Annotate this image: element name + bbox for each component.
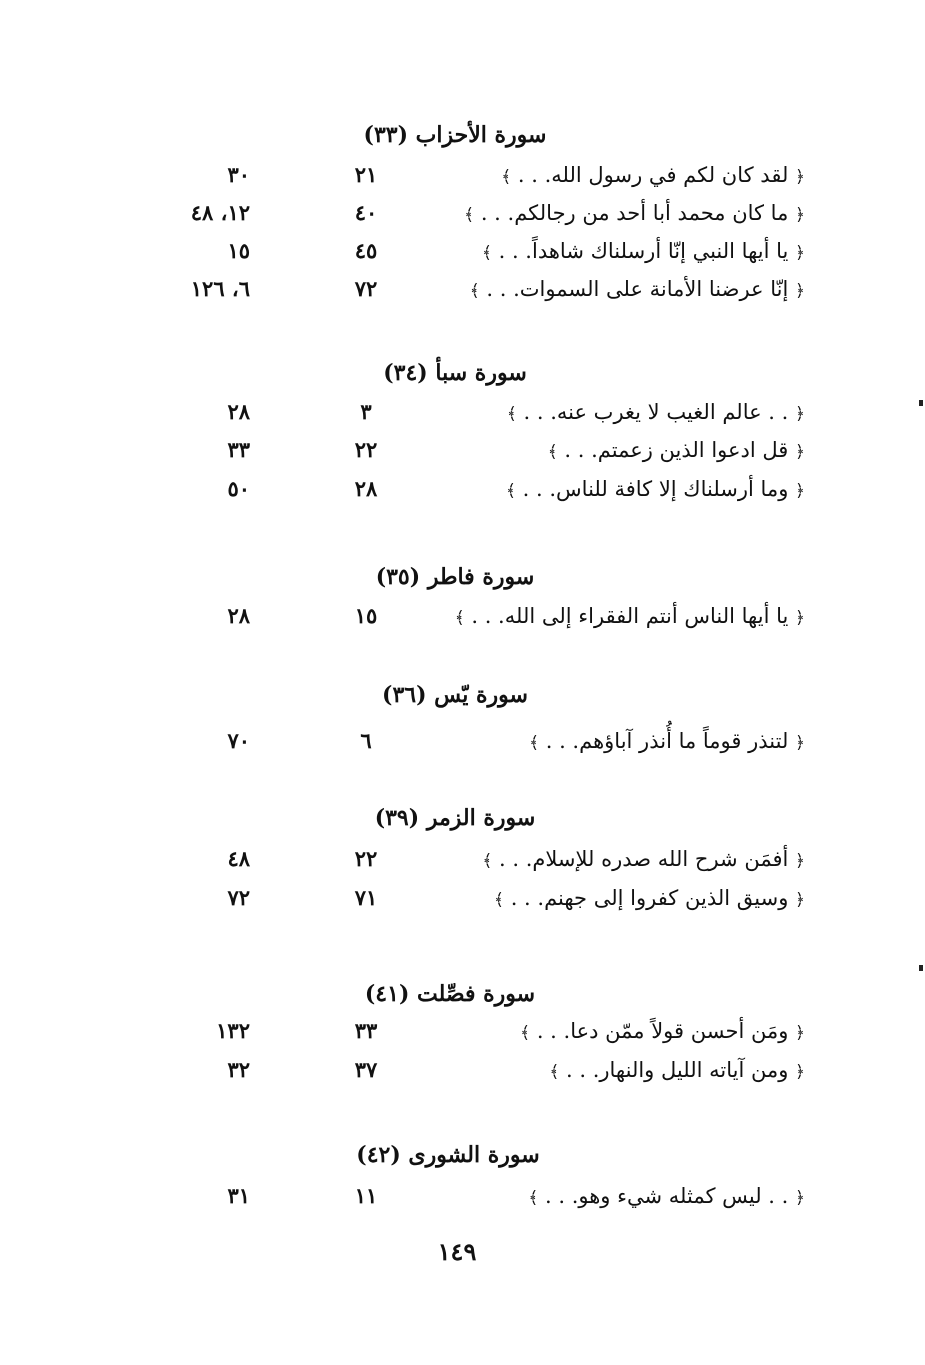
- verse-excerpt: وما أرسلناك إلا كافة للناس. . .: [522, 477, 789, 501]
- verse-excerpt: . . عالم الغيب لا يغرب عنه. . .: [523, 400, 789, 424]
- index-row: [0, 232, 925, 270]
- verse-text: [520, 1012, 805, 1052]
- ayah-number: ٢١: [354, 162, 378, 187]
- ayah-number: ٣٣: [354, 1018, 378, 1043]
- index-row: [0, 722, 925, 760]
- close-bracket: ﴾: [501, 167, 512, 187]
- close-bracket: ﴾: [469, 281, 480, 301]
- close-bracket: ﴾: [454, 608, 465, 628]
- index-row: [0, 194, 925, 232]
- verse-text: [501, 156, 805, 196]
- margin-mark: [919, 965, 923, 971]
- surah-title: سورة فاطر (٣٥): [375, 564, 535, 590]
- verse-excerpt: ما كان محمد أبا أحد من رجالكم. . .: [480, 201, 789, 225]
- ayah-number: ٣٧: [354, 1057, 378, 1082]
- verse-text: [482, 840, 805, 880]
- open-bracket: ﴿: [795, 1188, 805, 1208]
- page-reference: ٧٢: [227, 885, 250, 910]
- verse-excerpt: يا أيها الناس أنتم الفقراء إلى الله. . .: [471, 604, 789, 628]
- page-reference: ٦، ١٢٦: [190, 276, 250, 301]
- page-reference: ٧٠: [227, 728, 250, 753]
- close-bracket: ﴾: [549, 1062, 560, 1082]
- open-bracket: ﴿: [795, 167, 805, 187]
- open-bracket: ﴿: [795, 733, 805, 753]
- verse-text: [507, 393, 805, 433]
- ayah-number: ٣: [360, 399, 372, 424]
- verse-excerpt: قل ادعوا الذين زعمتم. . .: [564, 438, 789, 462]
- open-bracket: ﴿: [795, 890, 805, 910]
- index-row: [0, 156, 925, 194]
- open-bracket: ﴿: [795, 243, 805, 263]
- index-row: [0, 270, 925, 308]
- close-bracket: ﴾: [528, 1188, 539, 1208]
- page-reference: ٥٠: [227, 476, 250, 501]
- verse-text: [549, 1051, 805, 1091]
- verse-excerpt: وسيق الذين كفروا إلى جهنم. . .: [510, 886, 789, 910]
- index-row: [0, 879, 925, 917]
- verse-excerpt: أفمَن شرح الله صدره للإسلام. . .: [499, 847, 789, 871]
- index-row: [0, 393, 925, 431]
- verse-excerpt: . . ليس كمثله شيء وهو. . .: [545, 1184, 789, 1208]
- page-reference: ٣٢: [227, 1057, 250, 1082]
- page-reference: ٤٨: [227, 846, 250, 871]
- verse-text: [548, 431, 805, 471]
- open-bracket: ﴿: [795, 1062, 805, 1082]
- surah-title: سورة يّس (٣٦): [382, 682, 528, 708]
- verse-text: [529, 722, 805, 762]
- verse-excerpt: يا أيها النبي إنّا أرسلناك شاهداً. . .: [498, 239, 789, 263]
- surah-title: سورة سبأ (٣٤): [383, 360, 527, 386]
- close-bracket: ﴾: [481, 243, 492, 263]
- close-bracket: ﴾: [506, 481, 516, 501]
- page-reference: ١٥: [227, 238, 250, 263]
- page-number: ١٤٩: [437, 1237, 477, 1266]
- open-bracket: ﴿: [795, 442, 805, 462]
- index-row: [0, 470, 925, 508]
- open-bracket: ﴿: [795, 281, 805, 301]
- surah-title: سورة الزمر (٣٩): [374, 805, 536, 831]
- open-bracket: ﴿: [795, 1023, 805, 1043]
- index-row: [0, 1051, 925, 1089]
- ayah-number: ٦: [360, 728, 372, 753]
- close-bracket: ﴾: [482, 851, 493, 871]
- verse-excerpt: ومن آياته الليل والنهار. . .: [566, 1058, 789, 1082]
- ayah-number: ٧١: [354, 885, 378, 910]
- page-reference: ٣٣: [227, 437, 250, 462]
- close-bracket: ﴾: [464, 205, 475, 225]
- ayah-number: ٢٢: [354, 846, 378, 871]
- verse-text: [455, 597, 805, 637]
- verse-text: [464, 194, 805, 234]
- index-row: [0, 840, 925, 878]
- ayah-number: ٢٨: [354, 476, 378, 501]
- open-bracket: ﴿: [795, 481, 805, 501]
- margin-mark: [919, 400, 923, 406]
- verse-text: [470, 270, 805, 310]
- open-bracket: ﴿: [795, 851, 805, 871]
- close-bracket: ﴾: [520, 1023, 531, 1043]
- surah-title: سورة فصِّلت (٤١): [364, 981, 536, 1007]
- verse-excerpt: إنّا عرضنا الأمانة على السموات. . .: [486, 277, 789, 301]
- close-bracket: ﴾: [547, 442, 558, 462]
- page-reference: ٣٠: [227, 162, 250, 187]
- index-row: [0, 1012, 925, 1050]
- close-bracket: ﴾: [529, 733, 540, 753]
- page-reference: ٢٨: [227, 603, 250, 628]
- page-reference: ١٢، ٤٨: [190, 200, 250, 225]
- index-row: [0, 431, 925, 469]
- verse-text: [494, 879, 805, 919]
- index-row: [0, 597, 925, 635]
- close-bracket: ﴾: [506, 404, 517, 424]
- open-bracket: ﴿: [795, 404, 805, 424]
- verse-text: [528, 1177, 805, 1217]
- verse-excerpt: لقد كان لكم في رسول الله. . .: [517, 163, 789, 187]
- ayah-number: ١١: [354, 1183, 378, 1208]
- verse-text: [482, 232, 805, 272]
- verse-excerpt: ومَن أحسن قولاً ممّن دعا. . .: [536, 1019, 789, 1043]
- index-row: [0, 1177, 925, 1215]
- ayah-number: ٤٠: [354, 200, 378, 225]
- surah-title: سورة الشورى (٤٢): [356, 1142, 540, 1168]
- surah-title: سورة الأحزاب (٣٣): [363, 122, 547, 148]
- open-bracket: ﴿: [795, 608, 805, 628]
- close-bracket: ﴾: [494, 890, 504, 910]
- page-reference: ١٣٢: [216, 1018, 250, 1043]
- verse-text: [506, 470, 805, 510]
- open-bracket: ﴿: [795, 205, 805, 225]
- ayah-number: ٤٥: [354, 238, 378, 263]
- ayah-number: ١٥: [354, 603, 378, 628]
- page-reference: ٢٨: [227, 399, 250, 424]
- verse-excerpt: لتنذر قوماً ما أُنذر آباؤهم. . .: [545, 729, 789, 753]
- ayah-number: ٧٢: [354, 276, 378, 301]
- page-reference: ٣١: [227, 1183, 250, 1208]
- ayah-number: ٢٢: [354, 437, 378, 462]
